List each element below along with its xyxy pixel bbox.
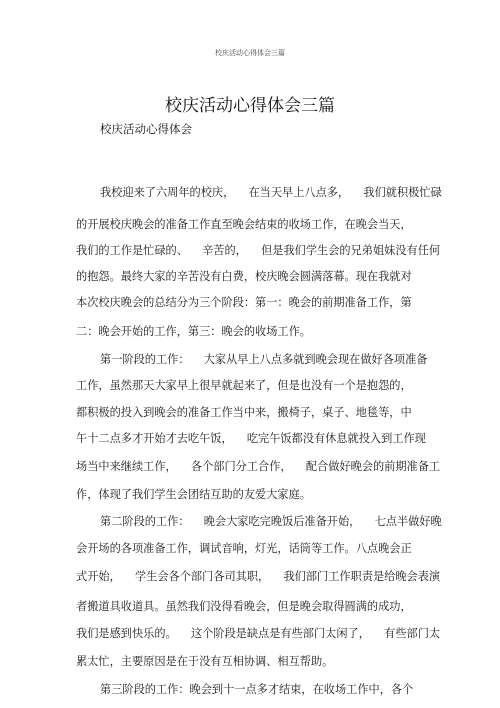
body-line: 我们是感到快乐的。 这个阶段是缺点是有些部门太闲了， 有些部门太 xyxy=(76,627,441,640)
body-line: 会开场的各项准备工作，调试音响，灯光，话筒等工作。八点晚会正 xyxy=(76,542,412,555)
body-line: 本次校庆晚会的总结分为三个阶段：第一：晚会的前期准备工作，第 xyxy=(76,296,412,309)
body-line: 工作，虽然那天大家早上很早就起来了，但是也没有一个是抱怨的， xyxy=(76,379,412,392)
body-line: 累太忙，主要原因是在于没有互相协调、相互帮助。 xyxy=(76,655,334,668)
body-line: 式开始， 学生会各个部门各司其职， 我们部门工作职责是给晚会表演 xyxy=(76,570,441,583)
document-subtitle: 校庆活动心得体会 xyxy=(100,122,192,136)
document-title: 校庆活动心得体会三篇 xyxy=(165,96,335,116)
body-line: 作，体现了我们学生会团结互助的友爱大家庭。 xyxy=(76,488,311,501)
body-line: 二：晚会开始的工作，第三：晚会的收场工作。 xyxy=(76,325,311,338)
body-line: 的抱怨。最终大家的辛苦没有白费，校庆晚会圆满落幕。现在我就对 xyxy=(76,270,412,283)
body-line: 第一阶段的工作： 大家从早上八点多就到晚会现在做好各项准备 xyxy=(100,353,428,366)
body-line: 我们的工作是忙碌的、 辛苦的， 但是我们学生会的兄弟姐妹没有任何 xyxy=(76,244,441,257)
body-line: 第二阶段的工作： 晚会大家吃完晚饭后准备开始， 七点半做好晚 xyxy=(100,515,442,528)
running-header: 校庆活动心得体会三篇 xyxy=(215,49,285,57)
body-line: 都积极的投入到晚会的准备工作当中来，搬椅子，桌子、地毯等，中 xyxy=(76,406,412,419)
body-line: 我校迎来了六周年的校庆， 在当天早上八点多， 我们就积极忙碌 xyxy=(100,186,442,199)
body-line: 第三阶段的工作：晚会到十一点多才结束，在收场工作中，各个 xyxy=(100,683,414,696)
body-line: 的开展校庆晚会的准备工作直至晚会结束的收场工作，在晚会当天， xyxy=(76,218,412,231)
body-line: 者搬道具收道具。虽然我们没得看晚会，但是晚会取得圆满的成功， xyxy=(76,600,412,613)
body-line: 午十二点多才开始才去吃午饭， 吃完午饭都没有休息就投入到工作现 xyxy=(76,432,426,445)
body-line: 场当中来继续工作， 各个部门分工合作， 配合做好晚会的前期准备工 xyxy=(76,460,441,473)
